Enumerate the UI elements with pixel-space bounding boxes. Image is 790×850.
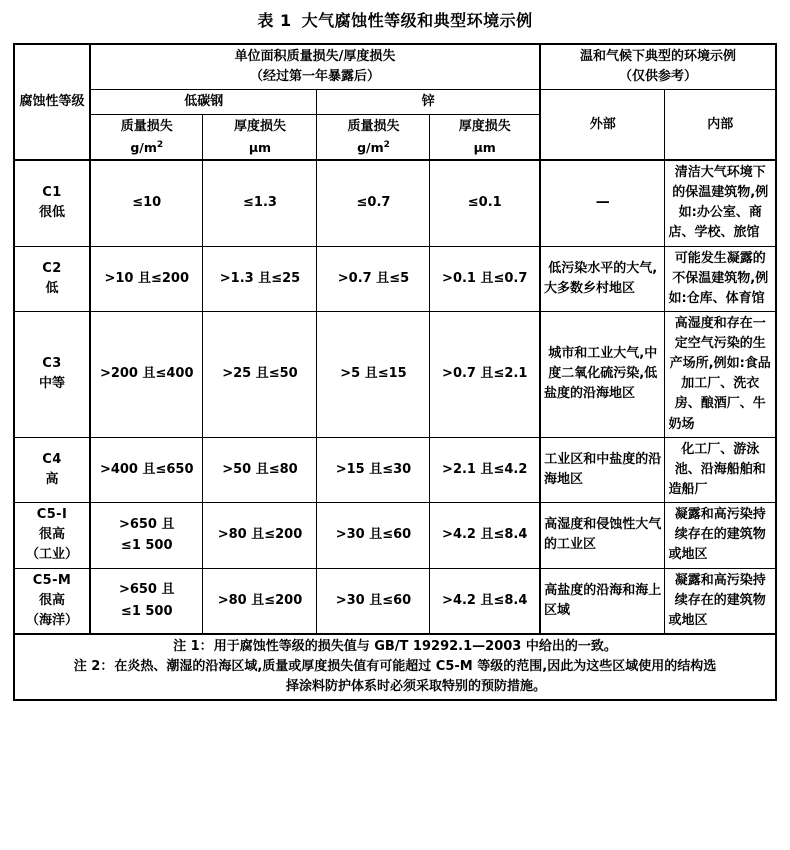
header-row-1 bbox=[14, 44, 776, 90]
note-2 bbox=[18, 657, 772, 677]
cell-interior-example: 化工厂、游泳池、沿海船舶和造船厂 bbox=[665, 437, 776, 502]
header-examples-group-line1: 温和气候下典型的环境示例 bbox=[579, 49, 736, 64]
page-title bbox=[0, 0, 790, 43]
grade-level: 很高 bbox=[38, 527, 65, 543]
header-steel-mass-loss-label: 质量损失 bbox=[120, 119, 173, 135]
cell-interior-example: 高湿度和存在一定空气污染的生产场所,例如:食品加工厂、洗衣房、酿酒厂、牛奶场 bbox=[665, 311, 776, 437]
cell-zinc-thickness-loss: >4.2 且≤8.4 bbox=[430, 568, 540, 634]
cell-exterior-example: — bbox=[540, 160, 665, 246]
cell-grade bbox=[14, 503, 90, 568]
cell-steel-mass-loss: ≤10 bbox=[90, 160, 203, 246]
note-2-continuation: 择涂料防护体系时必须采取特别的预防措施。 bbox=[285, 679, 546, 695]
grade-code: C5-I bbox=[36, 507, 68, 523]
cell-steel-mass-loss bbox=[90, 503, 203, 568]
cell-steel-thickness-loss: ≤1.3 bbox=[203, 160, 317, 246]
cell-steel-thickness-loss: >25 且≤50 bbox=[203, 311, 317, 437]
cell-zinc-thickness-loss: >0.7 且≤2.1 bbox=[430, 311, 540, 437]
note-1 bbox=[18, 637, 772, 657]
header-steel-thickness-loss-label: 厚度损失 bbox=[233, 119, 286, 135]
header-zinc-thickness-loss bbox=[430, 115, 540, 160]
cell-zinc-mass-loss: >15 且≤30 bbox=[317, 437, 430, 502]
cell-interior-example: 清洁大气环境下的保温建筑物,例如:办公室、商店、学校、旅馆 bbox=[665, 160, 776, 246]
table-row bbox=[14, 503, 776, 568]
cell-zinc-mass-loss: >30 且≤60 bbox=[317, 568, 430, 634]
notes-row bbox=[14, 634, 776, 700]
value-line: >650 且 bbox=[118, 516, 175, 532]
grade-code: C4 bbox=[42, 451, 62, 467]
cell-grade bbox=[14, 246, 90, 311]
cell-zinc-thickness-loss: ≤0.1 bbox=[430, 160, 540, 246]
cell-grade bbox=[14, 568, 90, 634]
cell-exterior-example: 低污染水平的大气,大多数乡村地区 bbox=[540, 246, 665, 311]
cell-grade bbox=[14, 437, 90, 502]
header-steel-thickness-loss bbox=[203, 115, 317, 160]
cell-interior-example: 凝露和高污染持续存在的建筑物或地区 bbox=[665, 568, 776, 634]
table-row bbox=[14, 160, 776, 246]
header-examples-group-line2: （仅供参考） bbox=[618, 69, 697, 85]
header-material-steel: 低碳钢 bbox=[90, 90, 317, 115]
note-1-text: 用于腐蚀性等级的损失值与 GB/T 19292.1—2003 中给出的一致。 bbox=[213, 639, 617, 655]
cell-zinc-mass-loss: >0.7 且≤5 bbox=[317, 246, 430, 311]
header-zinc-thickness-loss-label: 厚度损失 bbox=[458, 119, 511, 135]
header-zinc-mass-loss-label: 质量损失 bbox=[347, 119, 400, 135]
cell-exterior-example: 工业区和中盐度的沿海地区 bbox=[540, 437, 665, 502]
table-row bbox=[14, 568, 776, 634]
header-exterior: 外部 bbox=[540, 90, 665, 160]
grade-level: 低 bbox=[45, 280, 59, 296]
grade-code: C2 bbox=[42, 260, 62, 276]
grade-level: 很高 bbox=[38, 592, 65, 608]
table-notes bbox=[14, 634, 776, 700]
cell-exterior-example: 高盐度的沿海和海上区域 bbox=[540, 568, 665, 634]
note-2-text: 在炎热、潮湿的沿海区域,质量或厚度损失值有可能超过 C5-M 等级的范围,因此为这些区域使用的结构选 bbox=[114, 659, 717, 675]
grade-qualifier: （海洋） bbox=[25, 612, 78, 628]
table-row bbox=[14, 311, 776, 437]
cell-zinc-thickness-loss: >4.2 且≤8.4 bbox=[430, 503, 540, 568]
header-steel-thickness-loss-unit: μm bbox=[248, 139, 272, 155]
cell-steel-mass-loss: >400 且≤650 bbox=[90, 437, 203, 502]
grade-code: C5-M bbox=[32, 572, 72, 588]
cell-steel-mass-loss: >10 且≤200 bbox=[90, 246, 203, 311]
cell-steel-thickness-loss: >80 且≤200 bbox=[203, 568, 317, 634]
value-line: ≤1 500 bbox=[120, 538, 173, 554]
grade-code: C1 bbox=[42, 185, 62, 201]
corrosivity-table bbox=[13, 43, 777, 701]
header-loss-group-line1: 单位面积质量损失/厚度损失 bbox=[234, 49, 396, 64]
header-zinc-mass-loss-unit: $g/m^2$ bbox=[357, 139, 390, 155]
cell-zinc-mass-loss: >30 且≤60 bbox=[317, 503, 430, 568]
value-line: >650 且 bbox=[118, 582, 175, 598]
cell-steel-mass-loss bbox=[90, 568, 203, 634]
cell-zinc-thickness-loss: >2.1 且≤4.2 bbox=[430, 437, 540, 502]
cell-steel-thickness-loss: >80 且≤200 bbox=[203, 503, 317, 568]
cell-exterior-example: 高湿度和侵蚀性大气的工业区 bbox=[540, 503, 665, 568]
table-row bbox=[14, 437, 776, 502]
header-zinc-thickness-loss-unit: μm bbox=[473, 139, 496, 155]
cell-steel-mass-loss: >200 且≤400 bbox=[90, 311, 203, 437]
grade-qualifier: （工业） bbox=[25, 547, 78, 563]
header-material-zinc: 锌 bbox=[317, 90, 540, 115]
header-grade-col: 腐蚀性等级 bbox=[14, 44, 90, 160]
table-title-text: 大气腐蚀性等级和典型环境示例 bbox=[301, 11, 533, 30]
cell-interior-example: 凝露和高污染持续存在的建筑物或地区 bbox=[665, 503, 776, 568]
table-row bbox=[14, 246, 776, 311]
header-zinc-mass-loss bbox=[317, 115, 430, 160]
cell-zinc-mass-loss: ≤0.7 bbox=[317, 160, 430, 246]
grade-code: C3 bbox=[42, 356, 62, 372]
note-2-label: 注 2： bbox=[73, 659, 114, 675]
cell-zinc-thickness-loss: >0.1 且≤0.7 bbox=[430, 246, 540, 311]
cell-steel-thickness-loss: >1.3 且≤25 bbox=[203, 246, 317, 311]
header-row-2 bbox=[14, 90, 776, 115]
grade-level: 很低 bbox=[38, 205, 65, 221]
value-line: ≤1 500 bbox=[120, 603, 173, 619]
header-loss-group bbox=[90, 44, 540, 90]
grade-level: 中等 bbox=[38, 376, 65, 392]
cell-grade bbox=[14, 311, 90, 437]
header-steel-mass-loss-unit: $g/m^2$ bbox=[130, 139, 164, 155]
table-number: 表 1 bbox=[257, 11, 292, 30]
header-examples-group bbox=[540, 44, 776, 90]
cell-grade bbox=[14, 160, 90, 246]
cell-interior-example: 可能发生凝露的不保温建筑物,例如:仓库、体育馆 bbox=[665, 246, 776, 311]
header-loss-group-line2: （经过第一年暴露后） bbox=[249, 69, 380, 85]
cell-zinc-mass-loss: >5 且≤15 bbox=[317, 311, 430, 437]
header-steel-mass-loss bbox=[90, 115, 203, 160]
header-interior: 内部 bbox=[665, 90, 776, 160]
grade-level: 高 bbox=[45, 471, 59, 487]
note-1-label: 注 1： bbox=[173, 639, 213, 655]
cell-steel-thickness-loss: >50 且≤80 bbox=[203, 437, 317, 502]
cell-exterior-example: 城市和工业大气,中度二氧化硫污染,低盐度的沿海地区 bbox=[540, 311, 665, 437]
